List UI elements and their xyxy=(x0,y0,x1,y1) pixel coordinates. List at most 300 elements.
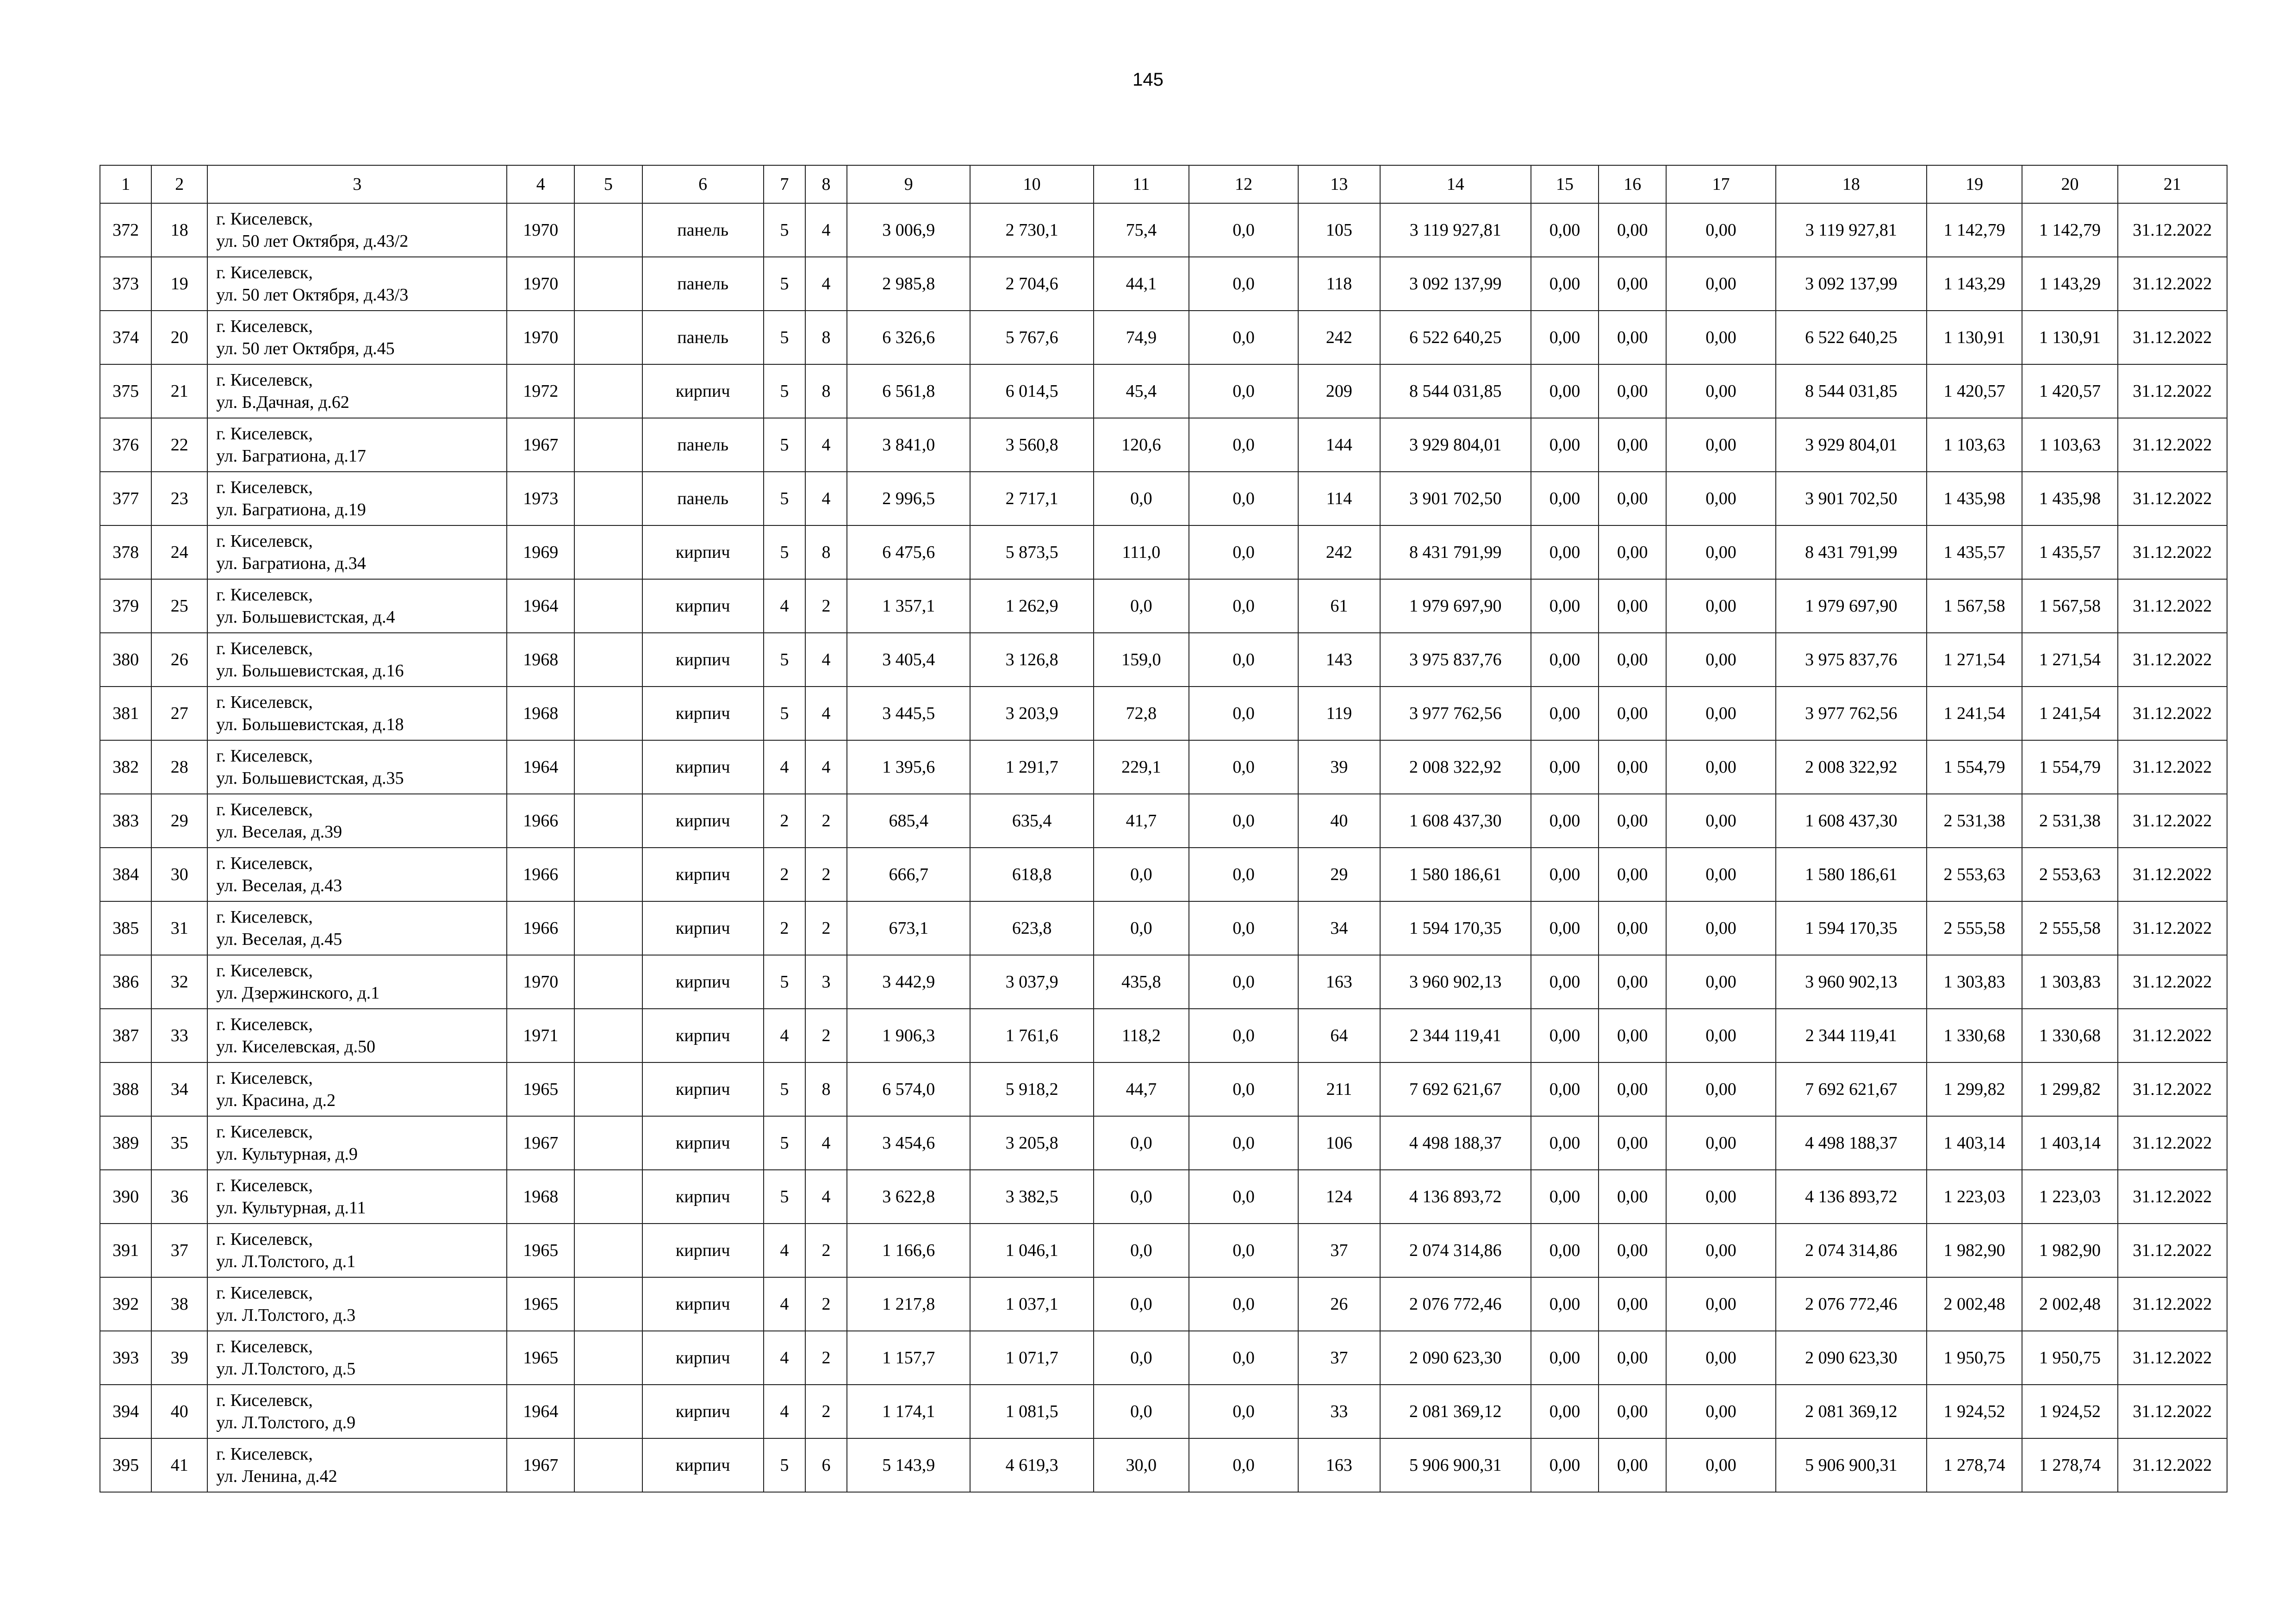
address-street: ул. Веселая, д.45 xyxy=(216,930,342,949)
table-cell-col-1: 373 xyxy=(100,257,151,311)
table-cell-col-18: 3 901 702,50 xyxy=(1776,472,1927,525)
table-cell-col-14: 3 929 804,01 xyxy=(1380,418,1531,472)
table-cell-col-18: 2 344 119,41 xyxy=(1776,1009,1927,1062)
table-cell-col-9: 1 357,1 xyxy=(847,579,970,633)
table-cell-col-6: кирпич xyxy=(642,1331,764,1385)
table-cell-col-12: 0,0 xyxy=(1189,1438,1298,1492)
table-cell-col-5 xyxy=(574,472,642,525)
table-cell-col-15: 0,00 xyxy=(1531,257,1599,311)
table-cell-col-5 xyxy=(574,1331,642,1385)
address-city: г. Киселевск, xyxy=(216,1391,313,1410)
table-cell-col-12: 0,0 xyxy=(1189,1385,1298,1438)
table-cell-col-6: кирпич xyxy=(642,579,764,633)
table-cell-col-4: 1965 xyxy=(507,1224,574,1277)
table-cell-col-5 xyxy=(574,740,642,794)
table-cell-col-20: 1 435,57 xyxy=(2022,525,2117,579)
table-cell-col-4: 1967 xyxy=(507,1438,574,1492)
table-cell-col-19: 2 553,63 xyxy=(1927,848,2022,901)
table-cell-col-19: 1 143,29 xyxy=(1927,257,2022,311)
address-street: ул. Л.Толстого, д.9 xyxy=(216,1413,356,1432)
table-cell-col-15: 0,00 xyxy=(1531,848,1599,901)
table-cell-col-8: 4 xyxy=(805,687,847,740)
table-cell-col-18: 5 906 900,31 xyxy=(1776,1438,1927,1492)
table-cell-col-2: 23 xyxy=(151,472,207,525)
table-cell-col-11: 111,0 xyxy=(1094,525,1189,579)
table-cell-col-21: 31.12.2022 xyxy=(2118,257,2227,311)
address-cell xyxy=(207,794,507,848)
table-cell-col-19: 1 223,03 xyxy=(1927,1170,2022,1224)
address-street: ул. Багратиона, д.19 xyxy=(216,500,366,519)
table-cell-col-10: 1 291,7 xyxy=(970,740,1093,794)
table-cell-col-9: 6 574,0 xyxy=(847,1062,970,1116)
address-city: г. Киселевск, xyxy=(216,424,313,443)
address-city: г. Киселевск, xyxy=(216,370,313,390)
address-street: ул. Л.Толстого, д.1 xyxy=(216,1252,356,1271)
table-cell-col-6: кирпич xyxy=(642,364,764,418)
table-cell-col-1: 383 xyxy=(100,794,151,848)
table-row xyxy=(100,472,2227,525)
table-cell-col-14: 7 692 621,67 xyxy=(1380,1062,1531,1116)
table-cell-col-13: 29 xyxy=(1298,848,1380,901)
table-cell-col-18: 2 074 314,86 xyxy=(1776,1224,1927,1277)
table-cell-col-21: 31.12.2022 xyxy=(2118,364,2227,418)
table-cell-col-11: 0,0 xyxy=(1094,579,1189,633)
table-cell-col-14: 8 431 791,99 xyxy=(1380,525,1531,579)
table-cell-col-2: 29 xyxy=(151,794,207,848)
table-row xyxy=(100,1385,2227,1438)
table-cell-col-1: 392 xyxy=(100,1277,151,1331)
table-cell-col-8: 4 xyxy=(805,203,847,257)
table-row xyxy=(100,1170,2227,1224)
table-cell-col-19: 1 982,90 xyxy=(1927,1224,2022,1277)
address-street: ул. Л.Толстого, д.5 xyxy=(216,1359,356,1379)
table-cell-col-14: 8 544 031,85 xyxy=(1380,364,1531,418)
table-cell-col-15: 0,00 xyxy=(1531,1385,1599,1438)
table-cell-col-18: 2 081 369,12 xyxy=(1776,1385,1927,1438)
table-cell-col-17: 0,00 xyxy=(1666,687,1775,740)
address-cell xyxy=(207,1062,507,1116)
table-cell-col-1: 381 xyxy=(100,687,151,740)
address-city: г. Киселевск, xyxy=(216,317,313,336)
table-cell-col-21: 31.12.2022 xyxy=(2118,579,2227,633)
table-cell-col-2: 37 xyxy=(151,1224,207,1277)
table-cell-col-1: 395 xyxy=(100,1438,151,1492)
table-row xyxy=(100,1224,2227,1277)
table-cell-col-8: 4 xyxy=(805,1116,847,1170)
table-cell-col-11: 0,0 xyxy=(1094,1170,1189,1224)
table-cell-col-19: 1 554,79 xyxy=(1927,740,2022,794)
address-street: ул. 50 лет Октября, д.45 xyxy=(216,339,395,358)
table-row xyxy=(100,1438,2227,1492)
table-cell-col-13: 163 xyxy=(1298,955,1380,1009)
table-cell-col-13: 61 xyxy=(1298,579,1380,633)
table-cell-col-18: 2 076 772,46 xyxy=(1776,1277,1927,1331)
table-cell-col-9: 3 445,5 xyxy=(847,687,970,740)
table-cell-col-19: 1 435,98 xyxy=(1927,472,2022,525)
table-cell-col-9: 1 906,3 xyxy=(847,1009,970,1062)
table-cell-col-7: 5 xyxy=(764,257,805,311)
column-number-header-row xyxy=(100,165,2227,203)
table-cell-col-11: 44,1 xyxy=(1094,257,1189,311)
table-cell-col-2: 40 xyxy=(151,1385,207,1438)
table-cell-col-5 xyxy=(574,257,642,311)
table-cell-col-6: кирпич xyxy=(642,848,764,901)
table-cell-col-4: 1968 xyxy=(507,687,574,740)
table-cell-col-5 xyxy=(574,848,642,901)
table-cell-col-14: 2 074 314,86 xyxy=(1380,1224,1531,1277)
table-cell-col-2: 21 xyxy=(151,364,207,418)
table-cell-col-4: 1966 xyxy=(507,794,574,848)
address-street: ул. Веселая, д.39 xyxy=(216,822,342,842)
table-cell-col-19: 1 130,91 xyxy=(1927,311,2022,364)
table-cell-col-19: 1 924,52 xyxy=(1927,1385,2022,1438)
table-cell-col-2: 39 xyxy=(151,1331,207,1385)
table-cell-col-18: 6 522 640,25 xyxy=(1776,311,1927,364)
table-cell-col-8: 8 xyxy=(805,525,847,579)
table-cell-col-18: 3 977 762,56 xyxy=(1776,687,1927,740)
table-cell-col-17: 0,00 xyxy=(1666,1116,1775,1170)
address-street: ул. Большевистская, д.16 xyxy=(216,661,404,681)
table-cell-col-10: 1 761,6 xyxy=(970,1009,1093,1062)
table-cell-col-15: 0,00 xyxy=(1531,364,1599,418)
table-cell-col-1: 377 xyxy=(100,472,151,525)
table-cell-col-18: 2 008 322,92 xyxy=(1776,740,1927,794)
table-cell-col-14: 5 906 900,31 xyxy=(1380,1438,1531,1492)
table-cell-col-17: 0,00 xyxy=(1666,311,1775,364)
address-cell xyxy=(207,740,507,794)
address-cell xyxy=(207,1170,507,1224)
table-cell-col-16: 0,00 xyxy=(1599,472,1666,525)
table-cell-col-18: 1 979 697,90 xyxy=(1776,579,1927,633)
table-cell-col-18: 7 692 621,67 xyxy=(1776,1062,1927,1116)
table-cell-col-12: 0,0 xyxy=(1189,1331,1298,1385)
table-cell-col-21: 31.12.2022 xyxy=(2118,1116,2227,1170)
table-cell-col-5 xyxy=(574,1116,642,1170)
table-cell-col-1: 378 xyxy=(100,525,151,579)
table-cell-col-17: 0,00 xyxy=(1666,579,1775,633)
table-cell-col-15: 0,00 xyxy=(1531,579,1599,633)
table-cell-col-14: 1 594 170,35 xyxy=(1380,901,1531,955)
table-cell-col-16: 0,00 xyxy=(1599,633,1666,687)
table-cell-col-8: 8 xyxy=(805,364,847,418)
column-header-7: 7 xyxy=(764,165,805,203)
table-cell-col-15: 0,00 xyxy=(1531,311,1599,364)
table-cell-col-13: 33 xyxy=(1298,1385,1380,1438)
table-cell-col-16: 0,00 xyxy=(1599,687,1666,740)
table-cell-col-16: 0,00 xyxy=(1599,1331,1666,1385)
table-cell-col-18: 8 431 791,99 xyxy=(1776,525,1927,579)
table-cell-col-19: 1 103,63 xyxy=(1927,418,2022,472)
table-cell-col-2: 31 xyxy=(151,901,207,955)
table-cell-col-8: 4 xyxy=(805,257,847,311)
table-cell-col-20: 2 002,48 xyxy=(2022,1277,2117,1331)
table-cell-col-20: 1 950,75 xyxy=(2022,1331,2117,1385)
table-cell-col-1: 391 xyxy=(100,1224,151,1277)
table-cell-col-1: 385 xyxy=(100,901,151,955)
table-cell-col-20: 1 103,63 xyxy=(2022,418,2117,472)
address-cell xyxy=(207,1009,507,1062)
table-cell-col-13: 106 xyxy=(1298,1116,1380,1170)
table-cell-col-11: 0,0 xyxy=(1094,1385,1189,1438)
table-cell-col-10: 2 730,1 xyxy=(970,203,1093,257)
table-cell-col-14: 6 522 640,25 xyxy=(1380,311,1531,364)
table-cell-col-12: 0,0 xyxy=(1189,794,1298,848)
table-cell-col-4: 1967 xyxy=(507,1116,574,1170)
table-cell-col-9: 1 217,8 xyxy=(847,1277,970,1331)
table-cell-col-18: 3 119 927,81 xyxy=(1776,203,1927,257)
table-cell-col-6: панель xyxy=(642,311,764,364)
address-cell xyxy=(207,901,507,955)
table-body xyxy=(100,203,2227,1492)
table-cell-col-12: 0,0 xyxy=(1189,848,1298,901)
table-row xyxy=(100,311,2227,364)
table-cell-col-17: 0,00 xyxy=(1666,633,1775,687)
table-cell-col-10: 3 382,5 xyxy=(970,1170,1093,1224)
table-cell-col-19: 1 303,83 xyxy=(1927,955,2022,1009)
table-cell-col-20: 1 554,79 xyxy=(2022,740,2117,794)
table-cell-col-17: 0,00 xyxy=(1666,1062,1775,1116)
housing-registry-table xyxy=(100,165,2228,1493)
address-city: г. Киселевск, xyxy=(216,1176,313,1195)
table-cell-col-7: 5 xyxy=(764,1170,805,1224)
column-header-9: 9 xyxy=(847,165,970,203)
table-cell-col-8: 2 xyxy=(805,1277,847,1331)
column-header-11: 11 xyxy=(1094,165,1189,203)
address-street: ул. Большевистская, д.4 xyxy=(216,607,395,627)
table-cell-col-14: 1 979 697,90 xyxy=(1380,579,1531,633)
table-cell-col-20: 1 223,03 xyxy=(2022,1170,2117,1224)
table-cell-col-19: 1 435,57 xyxy=(1927,525,2022,579)
table-cell-col-14: 3 119 927,81 xyxy=(1380,203,1531,257)
table-row xyxy=(100,364,2227,418)
table-cell-col-10: 1 037,1 xyxy=(970,1277,1093,1331)
table-cell-col-2: 38 xyxy=(151,1277,207,1331)
address-city: г. Киселевск, xyxy=(216,800,313,819)
table-cell-col-19: 2 555,58 xyxy=(1927,901,2022,955)
table-cell-col-1: 380 xyxy=(100,633,151,687)
table-cell-col-2: 41 xyxy=(151,1438,207,1492)
table-cell-col-7: 4 xyxy=(764,1331,805,1385)
column-header-18: 18 xyxy=(1776,165,1927,203)
table-cell-col-17: 0,00 xyxy=(1666,1438,1775,1492)
table-cell-col-12: 0,0 xyxy=(1189,364,1298,418)
table-cell-col-18: 2 090 623,30 xyxy=(1776,1331,1927,1385)
table-cell-col-16: 0,00 xyxy=(1599,794,1666,848)
table-cell-col-7: 5 xyxy=(764,633,805,687)
table-cell-col-10: 3 203,9 xyxy=(970,687,1093,740)
table-cell-col-4: 1967 xyxy=(507,418,574,472)
table-cell-col-21: 31.12.2022 xyxy=(2118,1331,2227,1385)
address-city: г. Киселевск, xyxy=(216,639,313,658)
table-cell-col-10: 2 717,1 xyxy=(970,472,1093,525)
table-cell-col-20: 2 531,38 xyxy=(2022,794,2117,848)
table-cell-col-10: 635,4 xyxy=(970,794,1093,848)
table-cell-col-13: 124 xyxy=(1298,1170,1380,1224)
table-cell-col-13: 34 xyxy=(1298,901,1380,955)
column-header-5: 5 xyxy=(574,165,642,203)
table-cell-col-18: 4 136 893,72 xyxy=(1776,1170,1927,1224)
table-cell-col-4: 1964 xyxy=(507,740,574,794)
table-cell-col-10: 1 081,5 xyxy=(970,1385,1093,1438)
address-cell xyxy=(207,525,507,579)
table-cell-col-18: 3 092 137,99 xyxy=(1776,257,1927,311)
table-cell-col-5 xyxy=(574,794,642,848)
table-cell-col-14: 2 008 322,92 xyxy=(1380,740,1531,794)
page-number: 145 xyxy=(1132,69,1164,90)
address-city: г. Киселевск, xyxy=(216,1068,313,1088)
table-cell-col-1: 374 xyxy=(100,311,151,364)
table-cell-col-16: 0,00 xyxy=(1599,1062,1666,1116)
table-cell-col-20: 2 553,63 xyxy=(2022,848,2117,901)
table-cell-col-4: 1971 xyxy=(507,1009,574,1062)
table-cell-col-20: 1 241,54 xyxy=(2022,687,2117,740)
table-cell-col-10: 5 767,6 xyxy=(970,311,1093,364)
table-cell-col-11: 72,8 xyxy=(1094,687,1189,740)
table-cell-col-4: 1970 xyxy=(507,257,574,311)
table-cell-col-19: 2 002,48 xyxy=(1927,1277,2022,1331)
table-cell-col-20: 1 924,52 xyxy=(2022,1385,2117,1438)
table-cell-col-14: 2 081 369,12 xyxy=(1380,1385,1531,1438)
table-cell-col-10: 5 873,5 xyxy=(970,525,1093,579)
table-cell-col-15: 0,00 xyxy=(1531,740,1599,794)
table-cell-col-1: 382 xyxy=(100,740,151,794)
table-cell-col-15: 0,00 xyxy=(1531,418,1599,472)
table-cell-col-21: 31.12.2022 xyxy=(2118,848,2227,901)
table-cell-col-4: 1964 xyxy=(507,1385,574,1438)
column-header-13: 13 xyxy=(1298,165,1380,203)
table-cell-col-14: 4 136 893,72 xyxy=(1380,1170,1531,1224)
table-cell-col-4: 1965 xyxy=(507,1062,574,1116)
table-cell-col-15: 0,00 xyxy=(1531,472,1599,525)
table-cell-col-2: 30 xyxy=(151,848,207,901)
table-cell-col-9: 6 561,8 xyxy=(847,364,970,418)
table-cell-col-21: 31.12.2022 xyxy=(2118,1277,2227,1331)
table-cell-col-1: 375 xyxy=(100,364,151,418)
table-cell-col-9: 2 985,8 xyxy=(847,257,970,311)
table-cell-col-20: 1 567,58 xyxy=(2022,579,2117,633)
table-cell-col-7: 4 xyxy=(764,1385,805,1438)
table-cell-col-17: 0,00 xyxy=(1666,525,1775,579)
table-cell-col-13: 40 xyxy=(1298,794,1380,848)
address-city: г. Киселевск, xyxy=(216,693,313,712)
table-cell-col-1: 389 xyxy=(100,1116,151,1170)
table-cell-col-9: 685,4 xyxy=(847,794,970,848)
table-cell-col-6: панель xyxy=(642,472,764,525)
table-cell-col-9: 1 166,6 xyxy=(847,1224,970,1277)
table-cell-col-14: 4 498 188,37 xyxy=(1380,1116,1531,1170)
table-cell-col-2: 24 xyxy=(151,525,207,579)
table-cell-col-4: 1964 xyxy=(507,579,574,633)
table-cell-col-13: 163 xyxy=(1298,1438,1380,1492)
table-cell-col-4: 1965 xyxy=(507,1277,574,1331)
table-cell-col-8: 2 xyxy=(805,579,847,633)
table-cell-col-6: кирпич xyxy=(642,1009,764,1062)
table-cell-col-7: 4 xyxy=(764,1224,805,1277)
table-cell-col-10: 6 014,5 xyxy=(970,364,1093,418)
column-header-20: 20 xyxy=(2022,165,2117,203)
table-cell-col-13: 37 xyxy=(1298,1224,1380,1277)
table-cell-col-2: 25 xyxy=(151,579,207,633)
table-row xyxy=(100,794,2227,848)
table-cell-col-12: 0,0 xyxy=(1189,1277,1298,1331)
table-cell-col-2: 34 xyxy=(151,1062,207,1116)
table-cell-col-10: 623,8 xyxy=(970,901,1093,955)
table-cell-col-9: 2 996,5 xyxy=(847,472,970,525)
table-cell-col-7: 4 xyxy=(764,579,805,633)
table-cell-col-13: 242 xyxy=(1298,525,1380,579)
table-cell-col-13: 114 xyxy=(1298,472,1380,525)
address-street: ул. Красина, д.2 xyxy=(216,1091,336,1110)
table-cell-col-9: 3 841,0 xyxy=(847,418,970,472)
table-cell-col-6: кирпич xyxy=(642,1438,764,1492)
column-header-8: 8 xyxy=(805,165,847,203)
table-cell-col-9: 673,1 xyxy=(847,901,970,955)
table-cell-col-6: панель xyxy=(642,203,764,257)
address-city: г. Киселевск, xyxy=(216,585,313,605)
table-cell-col-18: 1 594 170,35 xyxy=(1776,901,1927,955)
table-row xyxy=(100,1277,2227,1331)
table-cell-col-11: 41,7 xyxy=(1094,794,1189,848)
table-cell-col-12: 0,0 xyxy=(1189,955,1298,1009)
table-cell-col-18: 3 960 902,13 xyxy=(1776,955,1927,1009)
table-cell-col-11: 0,0 xyxy=(1094,848,1189,901)
table-cell-col-16: 0,00 xyxy=(1599,1170,1666,1224)
table-cell-col-15: 0,00 xyxy=(1531,525,1599,579)
table-row xyxy=(100,740,2227,794)
table-row xyxy=(100,257,2227,311)
address-city: г. Киселевск, xyxy=(216,531,313,551)
table-cell-col-17: 0,00 xyxy=(1666,203,1775,257)
table-cell-col-21: 31.12.2022 xyxy=(2118,1224,2227,1277)
table-cell-col-14: 3 092 137,99 xyxy=(1380,257,1531,311)
table-cell-col-1: 379 xyxy=(100,579,151,633)
table-cell-col-11: 30,0 xyxy=(1094,1438,1189,1492)
table-cell-col-8: 4 xyxy=(805,418,847,472)
table-cell-col-12: 0,0 xyxy=(1189,901,1298,955)
table-cell-col-2: 22 xyxy=(151,418,207,472)
table-cell-col-2: 18 xyxy=(151,203,207,257)
table-cell-col-5 xyxy=(574,1224,642,1277)
table-cell-col-20: 1 142,79 xyxy=(2022,203,2117,257)
table-cell-col-13: 39 xyxy=(1298,740,1380,794)
table-cell-col-6: кирпич xyxy=(642,901,764,955)
table-cell-col-6: кирпич xyxy=(642,1062,764,1116)
table-cell-col-20: 1 420,57 xyxy=(2022,364,2117,418)
table-cell-col-16: 0,00 xyxy=(1599,203,1666,257)
table-cell-col-5 xyxy=(574,901,642,955)
table-cell-col-8: 4 xyxy=(805,472,847,525)
table-cell-col-5 xyxy=(574,1062,642,1116)
table-cell-col-11: 0,0 xyxy=(1094,472,1189,525)
table-cell-col-6: кирпич xyxy=(642,1277,764,1331)
table-cell-col-21: 31.12.2022 xyxy=(2118,1170,2227,1224)
table-cell-col-5 xyxy=(574,955,642,1009)
table-cell-col-11: 229,1 xyxy=(1094,740,1189,794)
table-cell-col-19: 1 299,82 xyxy=(1927,1062,2022,1116)
table-cell-col-14: 1 608 437,30 xyxy=(1380,794,1531,848)
table-cell-col-13: 209 xyxy=(1298,364,1380,418)
address-street: ул. Б.Дачная, д.62 xyxy=(216,393,349,412)
table-cell-col-10: 618,8 xyxy=(970,848,1093,901)
table-cell-col-16: 0,00 xyxy=(1599,525,1666,579)
table-cell-col-8: 4 xyxy=(805,740,847,794)
table-cell-col-9: 3 622,8 xyxy=(847,1170,970,1224)
table-cell-col-17: 0,00 xyxy=(1666,955,1775,1009)
table-cell-col-14: 2 076 772,46 xyxy=(1380,1277,1531,1331)
table-cell-col-20: 2 555,58 xyxy=(2022,901,2117,955)
table-cell-col-15: 0,00 xyxy=(1531,203,1599,257)
table-cell-col-9: 1 174,1 xyxy=(847,1385,970,1438)
